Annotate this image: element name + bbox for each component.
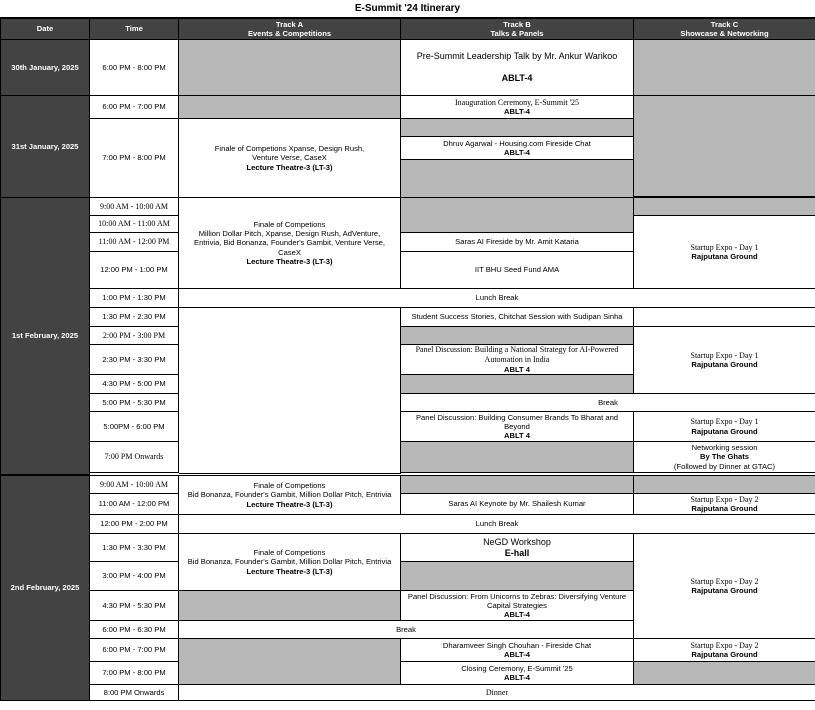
event-startup-expo-1a: Startup Expo - Day 1 Rajputana Ground bbox=[634, 216, 815, 289]
event-startup-expo-1c: Startup Expo - Day 1 Rajputana Ground bbox=[634, 412, 815, 442]
header-track-b: Track B Talks & Panels bbox=[401, 19, 634, 40]
table-row bbox=[1, 327, 815, 345]
time-cell: 11:00 AM - 12:00 PM bbox=[90, 233, 179, 252]
event-closing: Closing Ceremony, E-Summit '25 ABLT-4 bbox=[401, 662, 634, 685]
event-iit-bhu: IIT BHU Seed Fund AMA bbox=[401, 252, 634, 289]
table-row bbox=[1, 534, 815, 562]
time-cell: 4:30 PM - 5:30 PM bbox=[90, 591, 179, 621]
time-cell: 4:30 PM - 5:00 PM bbox=[90, 375, 179, 394]
date-cell: 30th January, 2025 bbox=[1, 40, 90, 96]
event-startup-expo-2a: Startup Expo - Day 2 Rajputana Ground bbox=[634, 494, 815, 515]
event-startup-expo-2b: Startup Expo - Day 2 Rajputana Ground bbox=[634, 534, 815, 639]
time-cell: 7:00 PM - 8:00 PM bbox=[90, 119, 179, 198]
event-finale-2: Finale of Competions Bid Bonanza, Founder's Gambit, Million Dollar Pitch, Entrivia Lecture Theatre-3 (LT-3) bbox=[179, 476, 401, 515]
table-row bbox=[1, 639, 815, 662]
time-cell: 7:00 PM - 8:00 PM bbox=[90, 662, 179, 685]
header-time: Time bbox=[90, 19, 179, 40]
time-cell: 5:00PM - 6:00 PM bbox=[90, 412, 179, 442]
event-negd: NeGD Workshop E-hall bbox=[401, 534, 634, 562]
empty-cell bbox=[634, 662, 815, 685]
event-student-success: Student Success Stories, Chitchat Session with Sudipan Sinha bbox=[401, 308, 634, 327]
empty-cell bbox=[634, 96, 815, 197]
empty-cell bbox=[401, 119, 634, 137]
empty-cell bbox=[401, 442, 634, 473]
event-dhruv: Dhruv Agarwal - Housing.com Fireside Chat ABLT-4 bbox=[401, 137, 634, 160]
page-title: E-Summit '24 Itinerary bbox=[0, 0, 815, 18]
time-cell: 12:00 PM - 1:00 PM bbox=[90, 252, 179, 289]
event-panel-vc: Panel Discussion: From Unicorns to Zebras: Diversifying Venture Capital Strategies ABLT-4 bbox=[401, 591, 634, 621]
table-row bbox=[1, 494, 815, 515]
time-cell: 3:00 PM - 4:00 PM bbox=[90, 562, 179, 591]
empty-cell bbox=[401, 562, 634, 591]
event-warikoo: Pre-Summit Leadership Talk by Mr. Ankur Warikoo ABLT-4 bbox=[401, 40, 634, 96]
header-track-c: Track C Showcase & Networking bbox=[634, 19, 815, 40]
time-cell: 12:00 PM - 2:00 PM bbox=[90, 515, 179, 534]
time-cell: 2:30 PM - 3:30 PM bbox=[90, 345, 179, 375]
empty-cell bbox=[401, 375, 634, 394]
event-dharamveer: Dharamveer Singh Chouhan - Fireside Chat ABLT-4 bbox=[401, 639, 634, 662]
header-date: Date bbox=[1, 19, 90, 40]
table-row bbox=[1, 685, 815, 701]
date-cell: 31st January, 2025 bbox=[1, 96, 90, 198]
time-cell: 11:00 AM - 12:00 PM bbox=[90, 494, 179, 515]
table-row bbox=[1, 412, 815, 442]
event-inauguration: Inauguration Ceremony, E-Summit '25 ABLT-4 bbox=[401, 96, 634, 119]
time-cell: 6:00 PM - 7:00 PM bbox=[90, 639, 179, 662]
time-cell: 6:00 PM - 7:00 PM bbox=[90, 96, 179, 119]
table-row bbox=[1, 662, 815, 685]
empty-cell bbox=[179, 639, 401, 685]
table-row bbox=[1, 289, 815, 308]
date-cell: 1st February, 2025 bbox=[1, 198, 90, 475]
table-row bbox=[1, 442, 815, 473]
empty-cell bbox=[179, 96, 401, 119]
event-break-1: Break bbox=[401, 394, 815, 412]
table-row bbox=[1, 394, 815, 412]
time-cell: 6:00 PM - 6:30 PM bbox=[90, 621, 179, 639]
empty-cell bbox=[401, 160, 634, 198]
time-cell: 7:00 PM Onwards bbox=[90, 442, 179, 473]
event-saras-2: Saras AI Keynote by Mr. Shailesh Kumar bbox=[401, 494, 634, 515]
time-cell: 6:00 PM - 8:00 PM bbox=[90, 40, 179, 96]
time-cell: 10:00 AM - 11:00 AM bbox=[90, 216, 179, 233]
empty-cell bbox=[401, 198, 634, 233]
time-cell: 9:00 AM - 10:00 AM bbox=[90, 476, 179, 494]
table-row bbox=[1, 198, 815, 216]
event-panel-consumer: Panel Discussion: Building Consumer Brands To Bharat and Beyond ABLT 4 bbox=[401, 412, 634, 442]
event-finale-31: Finale of Competions Xpanse, Design Rush, Venture Verse, CaseX Lecture Theatre-3 (LT-3) bbox=[179, 119, 401, 198]
empty-cell bbox=[179, 40, 401, 96]
event-break-2: Break bbox=[179, 621, 634, 639]
empty-cell bbox=[401, 327, 634, 345]
event-finale-1: Finale of Competions Million Dollar Pitch, Xpanse, Design Rush, AdVenture, Entrivia, Bid Bonanza, Founder's Gambit, Venture Verse, CaseX Lecture Theatre-3 (LT-3) bbox=[179, 198, 401, 289]
time-cell: 8:00 PM Onwards bbox=[90, 685, 179, 701]
event-startup-expo-2c: Startup Expo - Day 2 Rajputana Ground bbox=[634, 639, 815, 662]
time-cell: 1:30 PM - 3:30 PM bbox=[90, 534, 179, 562]
table-row bbox=[1, 515, 815, 534]
header-track-a: Track A Events & Competitions bbox=[179, 19, 401, 40]
event-networking: Networking session By The Ghats (Followed by Dinner at GTAC) bbox=[634, 442, 815, 473]
event-lunch-1: Lunch Break bbox=[179, 289, 815, 308]
empty-cell bbox=[634, 40, 815, 96]
event-lunch-2: Lunch Break bbox=[179, 515, 815, 534]
empty-cell bbox=[634, 476, 815, 494]
event-panel-ai: Panel Discussion: Building a National Strategy for AI-Powered Automation in India ABLT 4 bbox=[401, 345, 634, 375]
empty-cell bbox=[634, 308, 815, 327]
empty-cell bbox=[401, 476, 634, 494]
table-row bbox=[1, 308, 815, 327]
time-cell: 2:00 PM - 3:00 PM bbox=[90, 327, 179, 345]
table-row bbox=[1, 40, 815, 96]
empty-cell bbox=[179, 591, 401, 621]
time-cell: 1:30 PM - 2:30 PM bbox=[90, 308, 179, 327]
header-row bbox=[1, 19, 815, 40]
event-dinner: Dinner bbox=[179, 685, 815, 701]
event-saras-1: Saras AI Fireside by Mr. Amit Kataria bbox=[401, 233, 634, 252]
date-cell: 2nd February, 2025 bbox=[1, 476, 90, 701]
table-row bbox=[1, 96, 815, 119]
time-cell: 1:00 PM - 1:30 PM bbox=[90, 289, 179, 308]
time-cell: 9:00 AM - 10:00 AM bbox=[90, 198, 179, 216]
empty-cell bbox=[179, 308, 401, 474]
itinerary-table bbox=[0, 18, 815, 701]
empty-cell bbox=[634, 198, 815, 216]
event-startup-expo-1b: Startup Expo - Day 1 Rajputana Ground bbox=[634, 327, 815, 394]
event-finale-3: Finale of Competions Bid Bonanza, Founder's Gambit, Million Dollar Pitch, Entrivia Lecture Theatre-3 (LT-3) bbox=[179, 534, 401, 591]
table-row bbox=[1, 476, 815, 494]
time-cell: 5:00 PM - 5:30 PM bbox=[90, 394, 179, 412]
